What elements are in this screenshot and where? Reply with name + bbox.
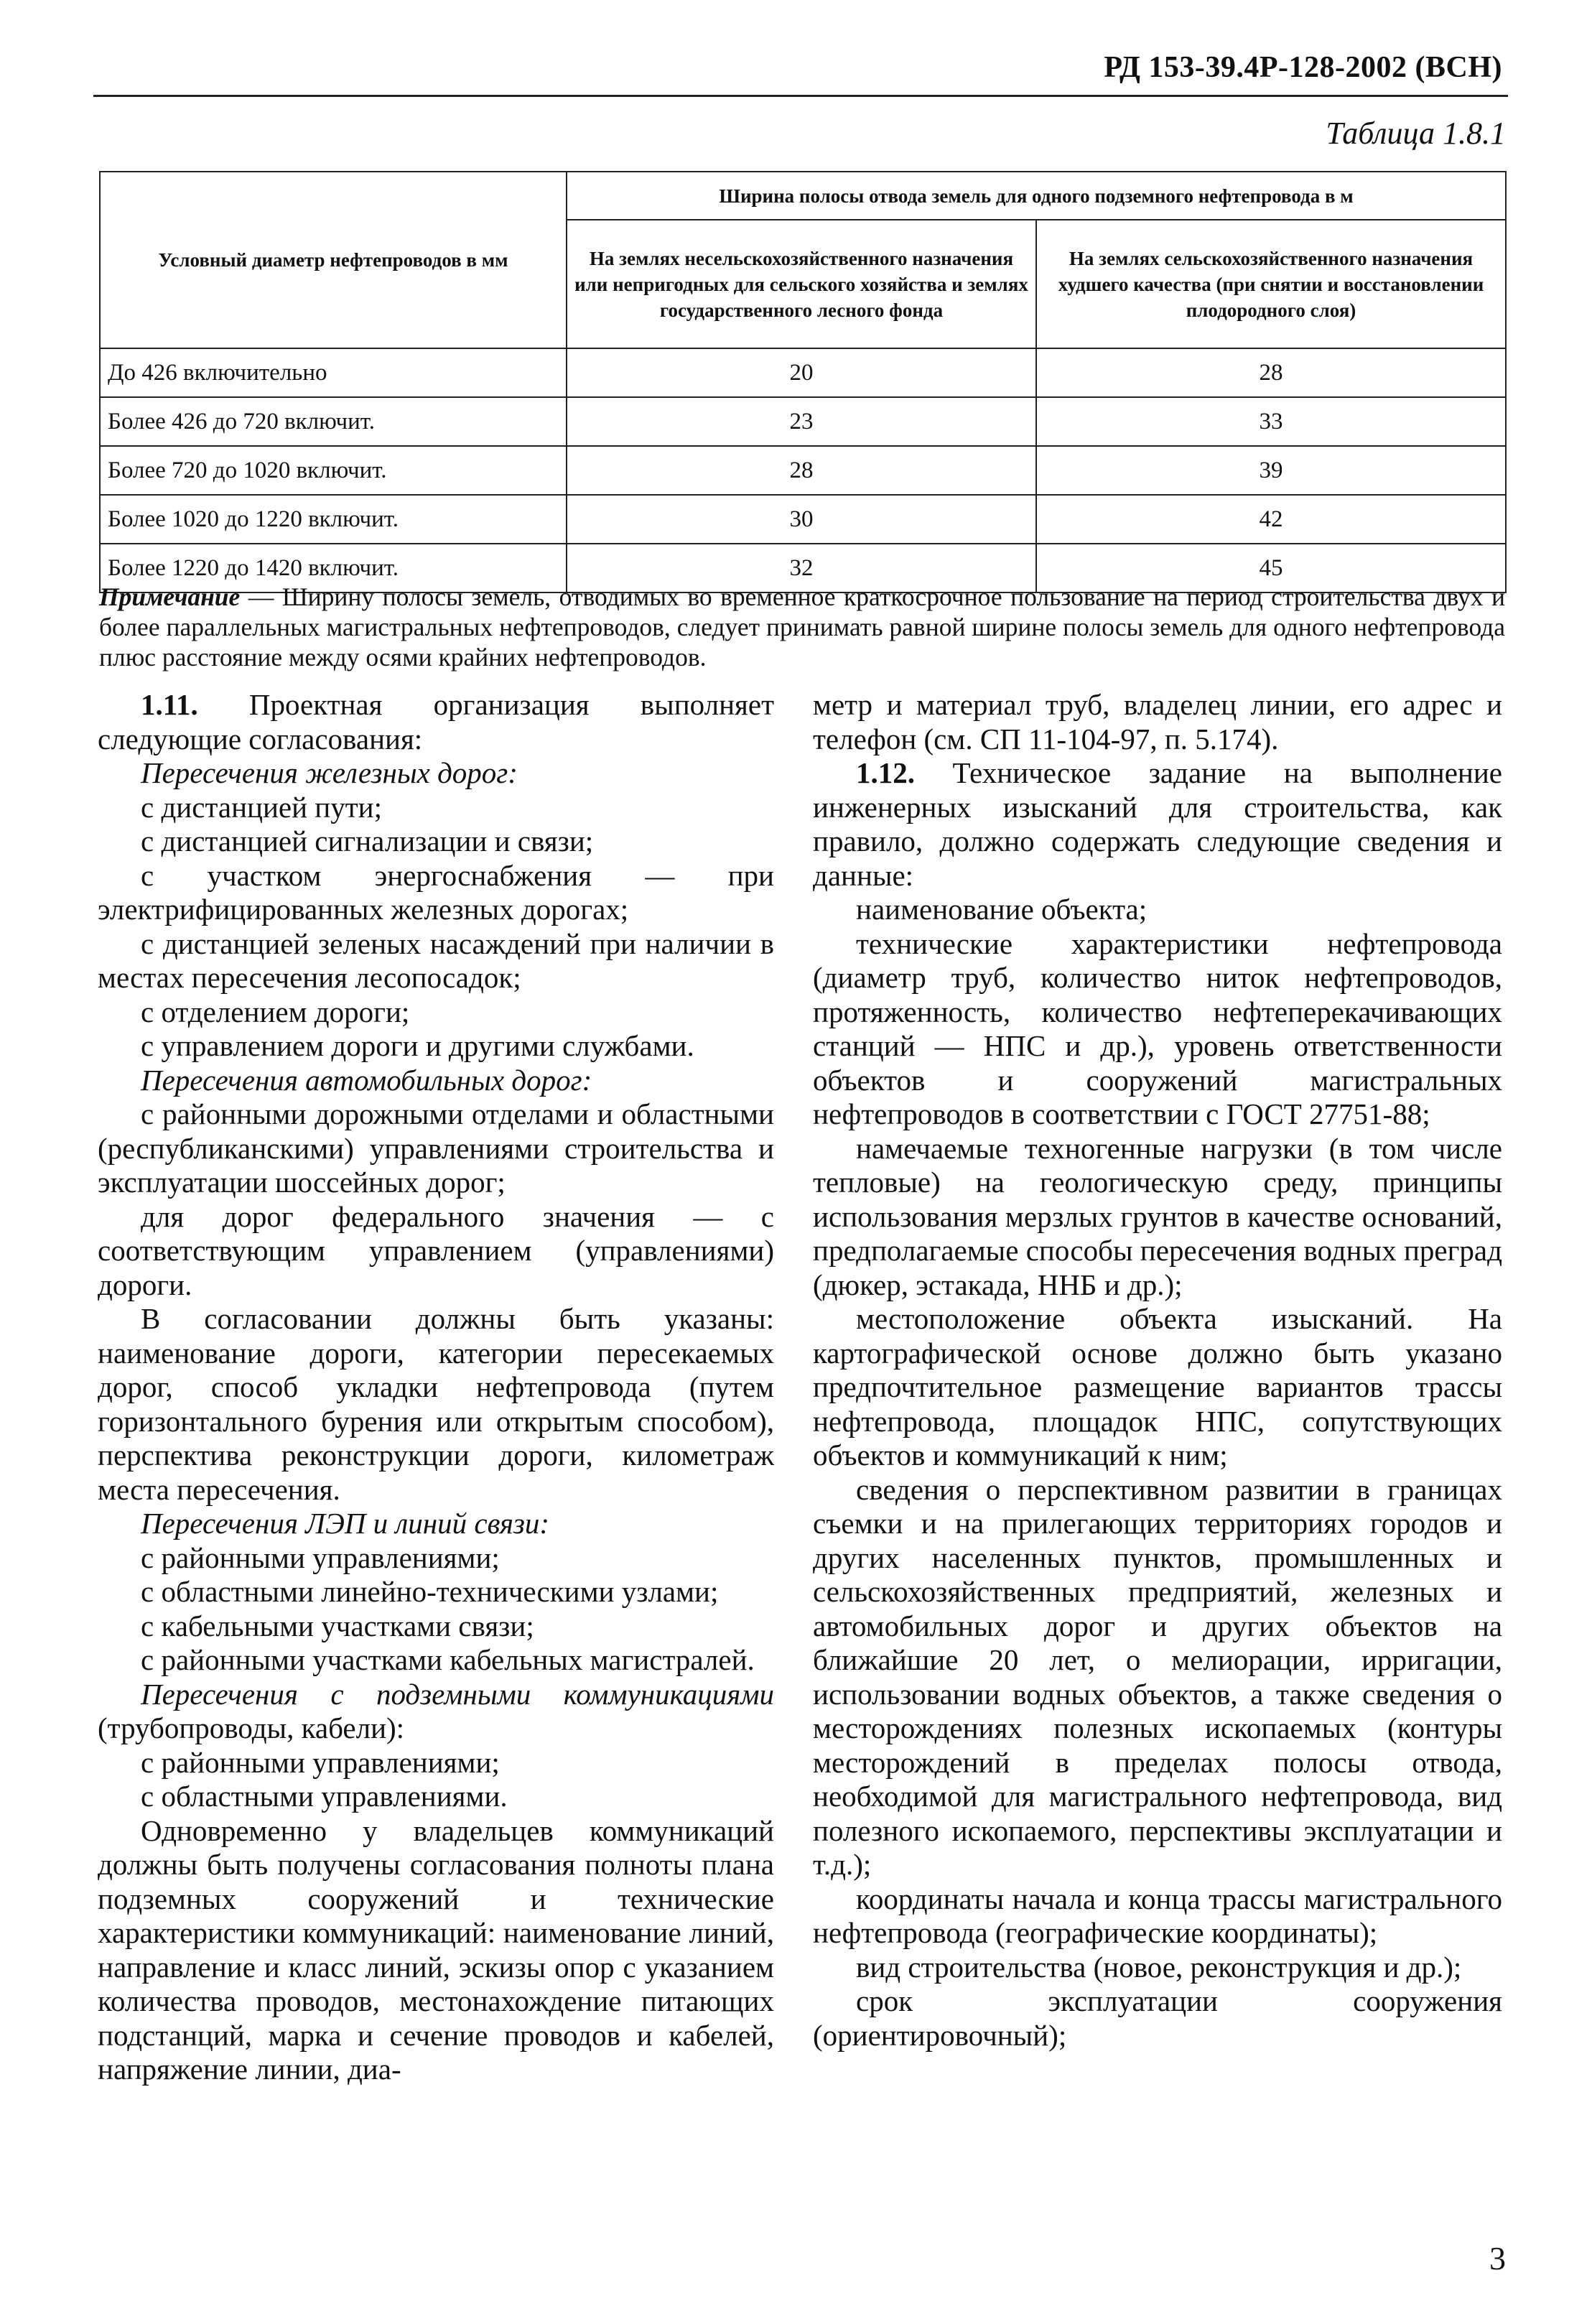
list-item: с районными участками кабельных магистралей. [141, 1643, 755, 1676]
cell-nonagri: 30 [567, 495, 1036, 544]
list-item: срок эксплуатации сооружения (ориентировочный); [813, 1984, 1502, 2052]
list-item: технические характеристики нефтепровода (диаметр труб, количество ниток нефтепроводов, протяженность, количество нефтеперекачивающих станций — НПС и др.), уровень ответственности объектов и сооружений магистральных нефтепроводов в соответствии с ГОСТ 27751-88; [813, 926, 1502, 1130]
paragraph-1-11 [98, 688, 774, 756]
final-paragraph: Одновременно у владельцев коммуникаций должны быть получены согласования полноты плана подземных сооружений и технические характеристики коммуникаций: наименование линий, направление и класс линий, эскизы опор с указанием количества проводов, местонахождение питающих подстанций, марка и сечение проводов и кабелей, напряжение линии, диа- [98, 1813, 774, 2086]
table-row [100, 348, 1506, 397]
section-number: 1.11. [141, 688, 198, 721]
cell-agri: 42 [1036, 495, 1506, 544]
note-text: — Ширину полосы земель, отводимых во временное краткосрочное пользование на период строительства двух и более параллельных магистральных нефтепроводов, следует принимать равной ширине полосы земель для одного нефтепровода плюс расстояние между осями крайних нефтепроводов. [99, 582, 1505, 671]
land-strip-table [99, 171, 1507, 593]
left-column [98, 688, 774, 2087]
list-item: с дистанцией сигнализации и связи; [141, 824, 594, 857]
list-item: наименование объекта; [856, 893, 1148, 926]
list-item: с кабельными участками связи; [141, 1609, 534, 1642]
right-column [813, 688, 1502, 2053]
cell-nonagri: 28 [567, 446, 1036, 495]
continuation-paragraph: метр и материал труб, владелец линии, его адрес и телефон (см. СП 11-104-97, п. 5.174). [813, 688, 1502, 756]
header-nonagri-land: На землях несельскохозяйственного назначения или непригодных для сельского хозяйства и землях государственного лесного фонда [567, 220, 1036, 348]
list-item: с районными управлениями; [141, 1540, 500, 1574]
cell-diameter: Более 426 до 720 включит. [100, 397, 567, 446]
cell-diameter: До 426 включительно [100, 348, 567, 397]
cell-agri: 39 [1036, 446, 1506, 495]
header-agri-land: На землях сельскохозяйственного назначения худшего качества (при снятии и восстановлении плодородного слоя) [1036, 220, 1506, 348]
cell-agri: 33 [1036, 397, 1506, 446]
list-item: с участком энергоснабжения — при электрифицированных железных дорогах; [98, 858, 774, 926]
section-number: 1.12. [856, 756, 915, 789]
list-item: с районными дорожными отделами и областными (республиканскими) управлениями строительства и эксплуатации шоссейных дорог; [98, 1097, 774, 1199]
table-row [100, 446, 1506, 495]
cell-diameter: Более 1020 до 1220 включит. [100, 495, 567, 544]
list-item: вид строительства (новое, реконструкция и др.); [856, 1950, 1462, 1984]
paragraph-1-12 [813, 756, 1502, 893]
cell-diameter: Более 720 до 1020 включит. [100, 446, 567, 495]
list-item: с областными управлениями. [141, 1780, 508, 1813]
subheading-road: Пересечения автомобильных дорог: [141, 1063, 592, 1097]
page-number: 3 [1489, 2240, 1506, 2277]
table-row [100, 397, 1506, 446]
cell-agri: 28 [1036, 348, 1506, 397]
list-item: с областными линейно-техническими узлами; [141, 1575, 719, 1608]
cell-nonagri: 32 [567, 544, 1036, 592]
subheading-rail: Пересечения железных дорог: [141, 756, 518, 789]
cell-nonagri: 23 [567, 397, 1036, 446]
list-item: с дистанцией зеленых насаждений при наличии в местах пересечения лесопосадок; [98, 926, 774, 994]
cell-agri: 45 [1036, 544, 1506, 592]
document-code: РД 153-39.4Р-128-2002 (ВСН) [1104, 51, 1502, 84]
header-strip-width: Ширина полосы отвода земель для одного подземного нефтепровода в м [567, 172, 1506, 220]
paragraph-text: Техническое задание на выполнение инженерных изысканий для строительства, как правило, должно содержать следующие сведения и данные: [813, 756, 1502, 892]
cell-diameter: Более 1220 до 1420 включит. [100, 544, 567, 592]
table-header-row [100, 172, 1506, 220]
list-item: с отделением дороги; [141, 995, 410, 1028]
list-item: координаты начала и конца трассы магистрального нефтепровода (географические координаты); [813, 1882, 1502, 1949]
list-item: с управлением дороги и другими службами. [141, 1029, 694, 1062]
table-note [99, 582, 1505, 672]
subheading-underground: Пересечения с подземными коммуникациями [141, 1677, 774, 1711]
table-row [100, 495, 1506, 544]
list-item: сведения о перспективном развитии в границах съемки и на прилегающих территориях городов и других населенных пунктов, промышленных и сельскохозяйственных предприятий, железных и автомобильных дорог и других объектов на ближайшие 20 лет, о мелиорации, ирригации, использовании водных объектов, а также сведения о месторождениях полезных ископаемых (контуры месторождений в пределах полосы отвода, необходимой для магистрального нефтепровода, вид полезного ископаемого, перспективы эксплуатации и т.д.); [813, 1472, 1502, 1881]
subheading-underground-tail: (трубопроводы, кабели): [98, 1711, 405, 1744]
list-item: местоположение объекта изысканий. На картографической основе должно быть указано предпочтительное размещение вариантов трассы нефтепровода, площадок НПС, сопутствующих объектов и коммуникаций к ним; [813, 1302, 1502, 1472]
header-diameter: Условный диаметр нефтепроводов в мм [100, 172, 567, 348]
cell-nonagri: 20 [567, 348, 1036, 397]
table-caption: Таблица 1.8.1 [1326, 116, 1506, 151]
list-item: намечаемые техногенные нагрузки (в том числе тепловые) на геологическую среду, принципы использования мерзлых грунтов в качестве оснований, предполагаемые способы пересечения водных преград (дюкер, эстакада, ННБ и др.); [813, 1131, 1502, 1301]
subheading-power: Пересечения ЛЭП и линий связи: [141, 1507, 550, 1540]
page-header [93, 45, 1508, 97]
note-label: Примечание [99, 582, 241, 611]
paragraph-text: Проектная организация выполняет следующие согласования: [98, 688, 774, 756]
subheading-underground-line [98, 1678, 774, 1746]
list-item: для дорог федерального значения — с соответствующим управлением (управлениями) дороги. [98, 1199, 774, 1301]
list-item: с дистанцией пути; [141, 790, 382, 824]
list-item: с районными управлениями; [141, 1745, 500, 1779]
road-agreement-paragraph: В согласовании должны быть указаны: наименование дороги, категории пересекаемых дорог, способ укладки нефтепровода (путем горизонтального бурения или открытым способом), перспектива реконструкции дороги, километраж места пересечения. [98, 1302, 774, 1506]
